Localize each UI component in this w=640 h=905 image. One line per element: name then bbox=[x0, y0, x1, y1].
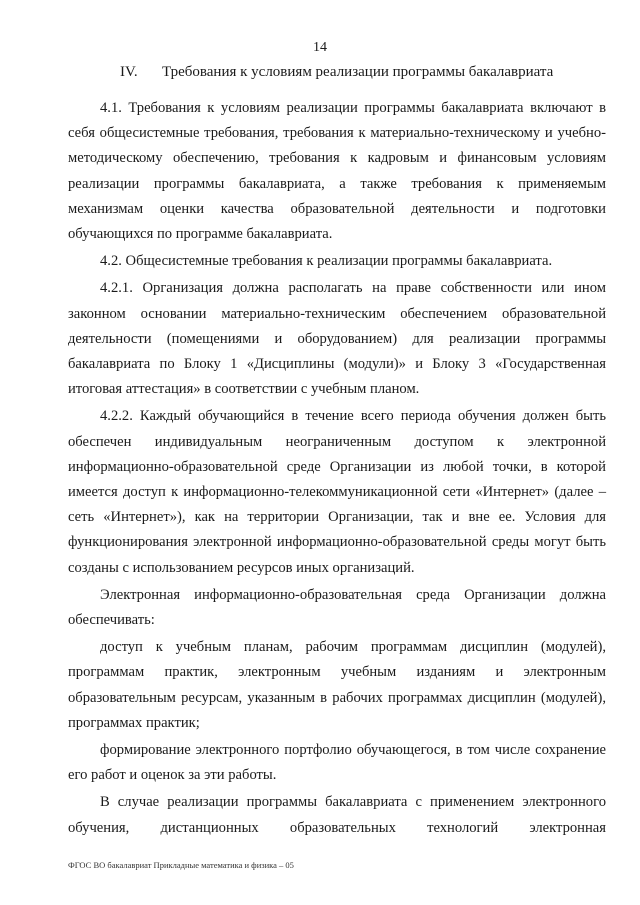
paragraph-portfolio: формирование электронного портфолио обучающегося, в том числе сохранение его работ и оценок за эти работы. bbox=[68, 742, 606, 784]
page-number: 14 bbox=[313, 40, 327, 55]
page-footer: ФГОС ВО бакалавриат Прикладные математика и физика – 05 bbox=[68, 860, 294, 870]
paragraph-4-2-2: 4.2.2. Каждый обучающийся в течение всего периода обучения должен быть обеспечен индивидуальным неограниченным доступом к электронной информационно-образовательной среде Организации из любой точки, в которой имеется доступ к информационно-телекоммуникационной сети «Интернет» (далее – сеть «Интернет»), как на территории Организации, так и вне ее. Условия для функционирования электронной информационно-образовательной среды могут быть созданы с использованием ресурсов иных организаций. bbox=[68, 408, 606, 576]
section-heading bbox=[120, 64, 600, 81]
document-body bbox=[68, 96, 606, 841]
section-title: Требования к условиям реализации программы бакалавриата bbox=[162, 64, 554, 80]
paragraph-access: доступ к учебным планам, рабочим программам дисциплин (модулей), программам практик, электронным учебным изданиям и электронным образовательным ресурсам, указанным в рабочих программах дисциплин (модулей), программах практик; bbox=[68, 639, 606, 731]
paragraph-4-2-1: 4.2.1. Организация должна располагать на праве собственности или ином законном основании материально-техническим обеспечением образовательной деятельности (помещениями и оборудованием) для реализации программы бакалавриата по Блоку 1 «Дисциплины (модули)» и Блоку 3 «Государственная итоговая аттестация» в соответствии с учебным планом. bbox=[68, 280, 606, 398]
paragraph-4-2: 4.2. Общесистемные требования к реализации программы бакалавриата. bbox=[100, 253, 553, 270]
paragraph-e-learning: В случае реализации программы бакалавриата с применением электронного обучения, дистанционных образовательных технологий электронная bbox=[68, 794, 606, 836]
paragraph-4-1: 4.1. Требования к условиям реализации программы бакалавриата включают в себя общесистемные требования, требования к материально-техническому и учебно-методическому обеспечению, требования к кадровым и финансовым условиям реализации программы бакалавриата, а также требования к применяемым механизмам оценки качества образовательной деятельности и подготовки обучающихся по программе бакалавриата. bbox=[68, 100, 606, 243]
paragraph-environment: Электронная информационно-образовательная среда Организации должна обеспечивать: bbox=[68, 586, 606, 629]
section-number: IV. bbox=[120, 64, 138, 80]
